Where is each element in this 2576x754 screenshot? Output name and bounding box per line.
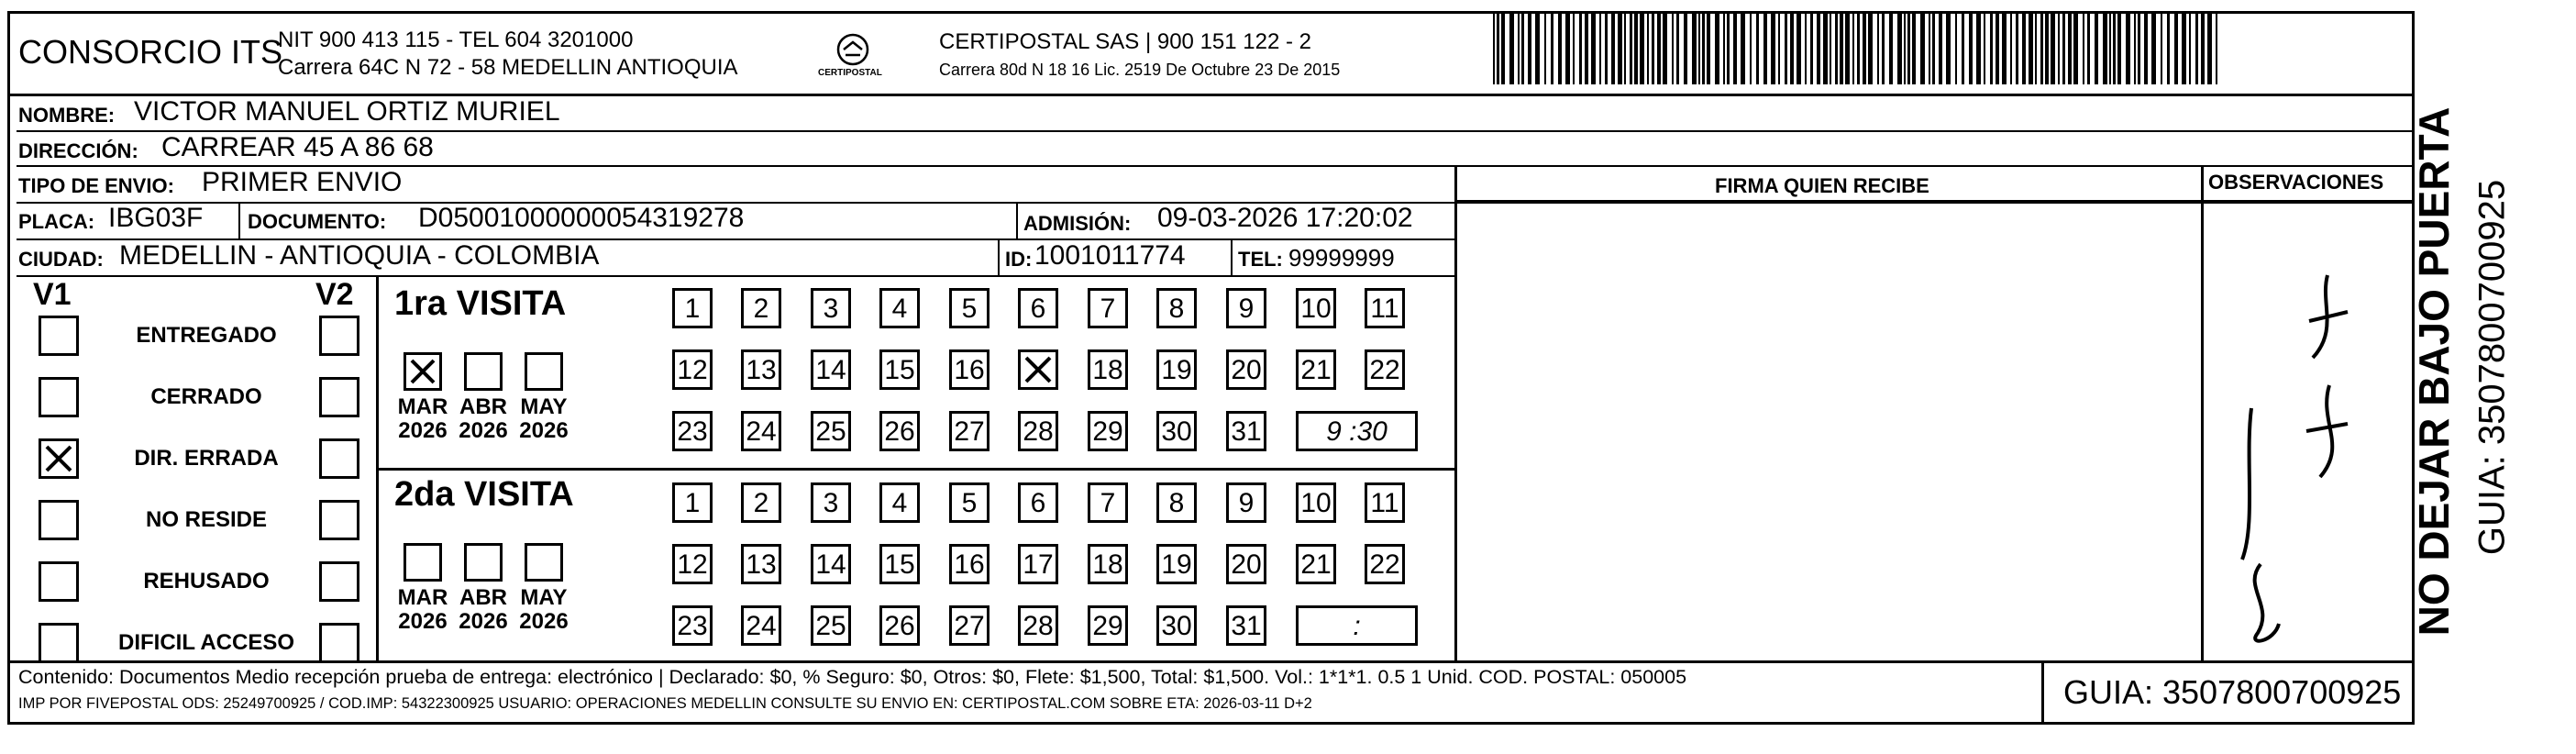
month-label: ABR — [459, 585, 507, 610]
day-box[interactable]: 27 — [949, 605, 989, 646]
company-name: CONSORCIO ITS — [18, 33, 283, 71]
plate-value: IBG03F — [108, 203, 204, 233]
side-panel — [2410, 11, 2562, 725]
company-address: Carrera 64C N 72 - 58 MEDELLIN ANTIOQUIA — [278, 55, 738, 80]
month-label: MAY — [520, 585, 568, 610]
status-label: ENTREGADO — [136, 323, 277, 348]
month-label: ABR — [459, 394, 507, 419]
observations-header: OBSERVACIONES — [2208, 171, 2384, 194]
day-box[interactable]: 19 — [1156, 544, 1197, 584]
status-v2-checkbox[interactable] — [319, 316, 359, 356]
day-box[interactable]: 31 — [1226, 411, 1266, 451]
status-v1-checkbox[interactable] — [39, 377, 79, 417]
day-box[interactable]: 24 — [741, 605, 781, 646]
certipostal-logo — [807, 29, 899, 84]
month-checkbox[interactable] — [404, 352, 442, 391]
status-v2-checkbox[interactable] — [319, 561, 359, 602]
day-box[interactable]: 29 — [1088, 411, 1128, 451]
status-v1-checkbox[interactable] — [39, 561, 79, 602]
day-box[interactable]: 20 — [1226, 544, 1266, 584]
status-label: DIFICIL ACCESO — [117, 630, 294, 655]
time-box[interactable]: : — [1296, 605, 1418, 646]
status-v1-checkbox[interactable] — [39, 623, 79, 663]
day-box[interactable]: 23 — [672, 411, 713, 451]
month-label: MAY — [520, 394, 568, 419]
day-box[interactable]: 22 — [1365, 544, 1405, 584]
status-v2-checkbox[interactable] — [319, 500, 359, 540]
day-box[interactable]: 3 — [811, 288, 851, 328]
recipient-address: CARREAR 45 A 86 68 — [161, 132, 434, 162]
day-box[interactable]: 30 — [1156, 411, 1197, 451]
v2-header: V2 — [315, 277, 354, 312]
side-guide: GUIA: 3507800700925 — [2471, 179, 2513, 556]
month-label: MAR — [397, 394, 448, 419]
day-box[interactable]: 25 — [811, 411, 851, 451]
day-box[interactable]: 2 — [741, 288, 781, 328]
id-label: ID: — [1005, 248, 1033, 271]
month-checkbox[interactable] — [404, 543, 442, 582]
day-box[interactable]: 12 — [672, 349, 713, 390]
day-box[interactable]: 21 — [1296, 349, 1336, 390]
day-box[interactable]: 2 — [741, 482, 781, 523]
signature-header: FIRMA QUIEN RECIBE — [1715, 174, 1929, 197]
day-box[interactable]: 26 — [879, 605, 920, 646]
day-box[interactable]: 1 — [672, 288, 713, 328]
day-box[interactable]: 11 — [1365, 482, 1405, 523]
day-box[interactable]: 8 — [1156, 482, 1197, 523]
day-box[interactable]: 5 — [949, 482, 989, 523]
carrier-name: CERTIPOSTAL SAS | 900 151 122 - 2 — [939, 29, 1311, 54]
day-box[interactable]: 4 — [879, 288, 920, 328]
day-box[interactable]: 3 — [811, 482, 851, 523]
year-label: 2026 — [519, 418, 569, 443]
plate-label: PLACA: — [18, 210, 95, 233]
day-box[interactable]: 30 — [1156, 605, 1197, 646]
day-box[interactable]: 28 — [1018, 605, 1058, 646]
footer-guide: GUIA: 3507800700925 — [2063, 673, 2402, 711]
day-box[interactable]: 27 — [949, 411, 989, 451]
day-box[interactable]: 9 — [1226, 482, 1266, 523]
visit1-title: 1ra VISITA — [394, 284, 567, 323]
day-box[interactable]: 26 — [879, 411, 920, 451]
day-box[interactable]: 6 — [1018, 288, 1058, 328]
month-label: MAR — [397, 585, 448, 610]
year-label: 2026 — [459, 418, 508, 443]
company-nit: NIT 900 413 115 - TEL 604 3201000 — [278, 28, 634, 52]
day-box[interactable]: 13 — [741, 349, 781, 390]
status-label: CERRADO — [150, 384, 262, 409]
month-checkbox[interactable] — [525, 543, 563, 582]
month-checkbox[interactable] — [464, 543, 503, 582]
year-label: 2026 — [398, 609, 448, 634]
day-box[interactable]: 25 — [811, 605, 851, 646]
day-box[interactable]: 8 — [1156, 288, 1197, 328]
barcode — [1493, 13, 2223, 84]
day-box[interactable]: 12 — [672, 544, 713, 584]
year-label: 2026 — [398, 418, 448, 443]
footer-content: Contenido: Documentos Medio recepción prueba de entrega: electrónico | Declarado: $0, % Seguro: $0, Otros: $0, Flete: $1,500, Total: $1,500. Vol.: 1*1*1. 0.5 1 Unid. COD. POSTAL: 050005 — [18, 666, 1687, 688]
day-box[interactable]: 19 — [1156, 349, 1197, 390]
day-box[interactable]: 10 — [1296, 288, 1336, 328]
day-box[interactable]: 14 — [811, 349, 851, 390]
day-box[interactable]: 15 — [879, 544, 920, 584]
year-label: 2026 — [459, 609, 508, 634]
day-box[interactable]: 16 — [949, 349, 989, 390]
year-label: 2026 — [519, 609, 569, 634]
day-box[interactable]: 1 — [672, 482, 713, 523]
address-label: DIRECCIÓN: — [18, 139, 138, 162]
status-v1-checkbox[interactable] — [39, 438, 79, 479]
day-box[interactable]: 17 — [1018, 544, 1058, 584]
day-box[interactable]: 13 — [741, 544, 781, 584]
month-checkbox[interactable] — [464, 352, 503, 391]
day-box[interactable]: 15 — [879, 349, 920, 390]
side-warning: NO DEJAR BAJO PUERTA — [2410, 106, 2458, 637]
status-label: DIR. ERRADA — [134, 446, 279, 471]
tel-value: 99999999 — [1288, 244, 1395, 272]
status-v2-checkbox[interactable] — [319, 377, 359, 417]
logo-caption: CERTIPOSTAL — [818, 68, 882, 78]
admission-label: ADMISIÓN: — [1023, 212, 1132, 235]
day-box[interactable]: 7 — [1088, 482, 1128, 523]
city-value: MEDELLIN - ANTIOQUIA - COLOMBIA — [119, 240, 600, 271]
city-label: CIUDAD: — [18, 248, 104, 271]
carrier-address: Carrera 80d N 18 16 Lic. 2519 De Octubre 23 De 2015 — [939, 61, 1341, 79]
day-box[interactable] — [1018, 349, 1058, 390]
name-label: NOMBRE: — [18, 104, 116, 127]
day-box[interactable]: 21 — [1296, 544, 1336, 584]
status-label: NO RESIDE — [145, 507, 268, 532]
status-v1-checkbox[interactable] — [39, 316, 79, 356]
day-box[interactable]: 5 — [949, 288, 989, 328]
status-label: REHUSADO — [143, 569, 270, 593]
month-checkbox[interactable] — [525, 352, 563, 391]
id-value: 1001011774 — [1034, 240, 1186, 271]
day-box[interactable]: 9 — [1226, 288, 1266, 328]
time-box[interactable]: 9 :30 — [1296, 411, 1418, 451]
document-label: DOCUMENTO: — [248, 210, 387, 233]
document-value: D05001000000054319278 — [418, 203, 745, 233]
footer-print-info: IMP POR FIVEPOSTAL ODS: 25249700925 / COD.IMP: 54322300925 USUARIO: OPERACIONES MEDELLIN CONSULTE SU ENVIO EN: CERTIPOSTAL.COM SOBRE ETA: 2026-03-11 D+2 — [18, 695, 1312, 712]
day-box[interactable]: 22 — [1365, 349, 1405, 390]
day-box[interactable]: 4 — [879, 482, 920, 523]
day-box[interactable]: 6 — [1018, 482, 1058, 523]
status-v2-checkbox[interactable] — [319, 623, 359, 663]
tel-label: TEL: — [1238, 248, 1283, 271]
day-box[interactable]: 16 — [949, 544, 989, 584]
visit2-title: 2da VISITA — [394, 475, 574, 514]
day-box[interactable]: 23 — [672, 605, 713, 646]
status-v1-checkbox[interactable] — [39, 500, 79, 540]
day-box[interactable]: 18 — [1088, 349, 1128, 390]
recipient-name: VICTOR MANUEL ORTIZ MURIEL — [134, 96, 560, 127]
day-box[interactable]: 18 — [1088, 544, 1128, 584]
day-box[interactable]: 29 — [1088, 605, 1128, 646]
day-box[interactable]: 14 — [811, 544, 851, 584]
day-box[interactable]: 24 — [741, 411, 781, 451]
status-v2-checkbox[interactable] — [319, 438, 359, 479]
day-box[interactable]: 31 — [1226, 605, 1266, 646]
shipment-type: PRIMER ENVIO — [202, 167, 403, 197]
day-box[interactable]: 10 — [1296, 482, 1336, 523]
day-box[interactable]: 20 — [1226, 349, 1266, 390]
day-box[interactable]: 7 — [1088, 288, 1128, 328]
day-box[interactable]: 28 — [1018, 411, 1058, 451]
admission-value: 09-03-2026 17:20:02 — [1157, 203, 1413, 233]
type-label: TIPO DE ENVIO: — [18, 174, 174, 197]
v1-header: V1 — [33, 277, 72, 312]
handwritten-signature — [2210, 248, 2384, 651]
day-box[interactable]: 11 — [1365, 288, 1405, 328]
